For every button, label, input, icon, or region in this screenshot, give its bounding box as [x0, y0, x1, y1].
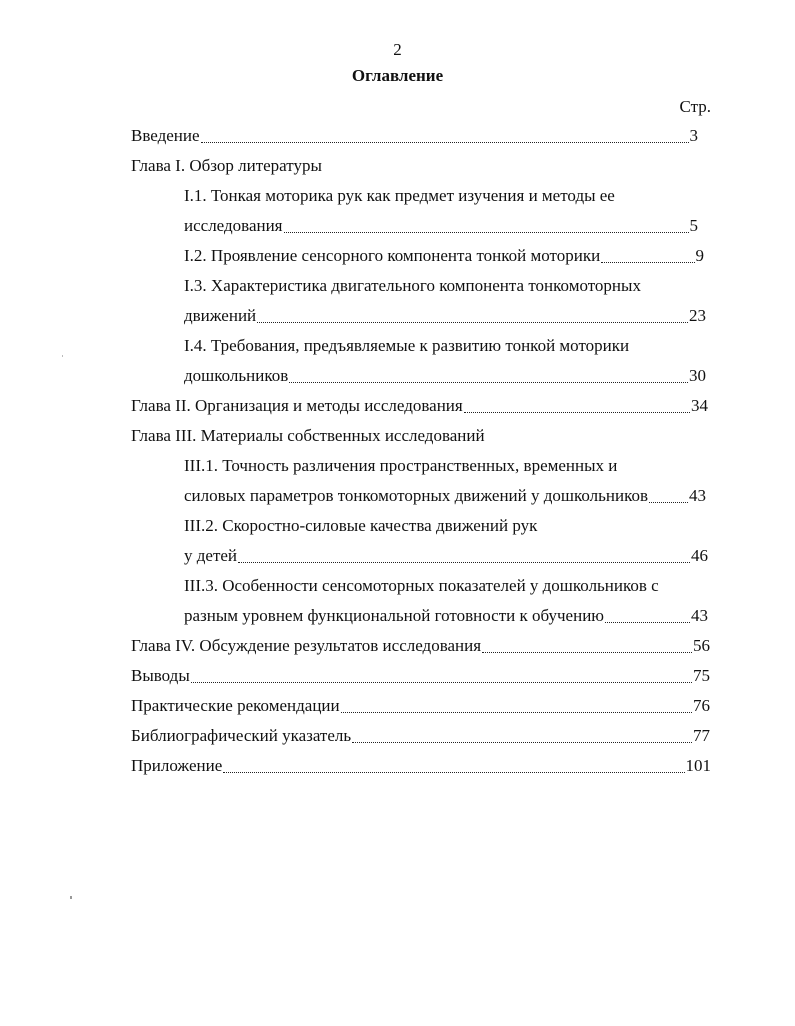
leader-dots [464, 392, 690, 413]
toc-entry-text[interactable]: Глава III. Материалы собственных исследований [131, 426, 485, 445]
toc-entry-text: Глава IV. Обсуждение результатов исследования [131, 636, 482, 655]
toc-entry-text: у детей [184, 546, 238, 565]
leader-dots [289, 362, 688, 383]
toc-entry[interactable] [131, 122, 698, 150]
toc-entry-page: 75 [693, 666, 710, 685]
toc-entry-text: силовых параметров тонкомоторных движений у дошкольников [184, 486, 649, 505]
toc-entry[interactable] [131, 752, 711, 780]
toc-entry-page: 3 [689, 126, 698, 145]
toc-entry[interactable] [184, 212, 698, 240]
toc-entry-text[interactable]: I.1. Тонкая моторика рук как предмет изучения и методы ее [184, 186, 615, 205]
page-number: 2 [393, 40, 402, 59]
toc-entry-text[interactable]: I.3. Характеристика двигательного компонента тонкомоторных [184, 276, 641, 295]
toc-entry-page: 5 [689, 216, 698, 235]
toc-entry-page: 101 [685, 756, 711, 775]
toc-entry-text[interactable]: III.3. Особенности сенсомоторных показателей у дошкольников с [184, 576, 659, 595]
toc-entry-text[interactable]: I.4. Требования, предъявляемые к развитию тонкой моторики [184, 336, 630, 355]
toc-entry-page: 9 [695, 246, 704, 265]
toc-entry[interactable] [184, 302, 706, 330]
toc-entry[interactable] [184, 242, 704, 270]
toc-entry-page: 56 [693, 636, 710, 655]
leader-dots [482, 632, 692, 653]
toc-entry[interactable] [131, 392, 708, 420]
toc-entry[interactable] [131, 692, 710, 720]
toc-entry-text[interactable]: Глава I. Обзор литературы [131, 156, 322, 175]
toc-entry-page: 34 [691, 396, 708, 415]
toc-entry[interactable] [184, 602, 708, 630]
page-title: Оглавление [351, 66, 444, 85]
toc-entry-text: Выводы [131, 666, 190, 685]
toc-entry[interactable] [184, 542, 708, 570]
leader-dots [601, 242, 694, 263]
toc-entry-text[interactable]: III.2. Скоростно-силовые качества движений рук [184, 516, 538, 535]
toc-entry[interactable] [184, 362, 706, 390]
leader-dots [649, 482, 688, 503]
toc-entry-text: Глава II. Организация и методы исследования [131, 396, 463, 415]
leader-dots [284, 212, 689, 233]
toc-entry-text: движений [184, 306, 257, 325]
toc-entry-page: 43 [691, 606, 708, 625]
leader-dots [605, 602, 690, 623]
toc-entry-page: 43 [689, 486, 706, 505]
toc-entry[interactable] [184, 482, 706, 510]
toc-entry-text: разным уровнем функциональной готовности к обучению [184, 606, 604, 625]
toc-entry-text: Приложение [131, 756, 223, 775]
toc-entry-text: исследования [184, 216, 283, 235]
toc-entry-page: 46 [691, 546, 708, 565]
toc-entry-text: Практические рекомендации [131, 696, 340, 715]
toc-entry-page: 76 [693, 696, 710, 715]
leader-dots [352, 722, 692, 743]
leader-dots [223, 752, 684, 773]
leader-dots [238, 542, 690, 563]
toc-entry-page: 77 [693, 726, 710, 745]
leader-dots [191, 662, 692, 683]
toc-entry-page: 23 [689, 306, 706, 325]
toc-entry-text: Введение [131, 126, 200, 145]
toc-entry[interactable] [131, 662, 710, 690]
leader-dots [341, 692, 692, 713]
toc-entry-text[interactable]: III.1. Точность различения пространственных, временных и [184, 456, 618, 475]
scan-speck [70, 896, 72, 899]
toc-entry[interactable] [131, 722, 710, 750]
toc-entry-page: 30 [689, 366, 706, 385]
toc-entry-text: дошкольников [184, 366, 289, 385]
page-column-label: Стр. [679, 97, 711, 116]
toc-entry[interactable] [131, 632, 710, 660]
leader-dots [257, 302, 688, 323]
toc-entry-text: I.2. Проявление сенсорного компонента тонкой моторики [184, 246, 601, 265]
leader-dots [201, 122, 689, 143]
scan-speck [62, 355, 63, 357]
toc-entry-text: Библиографический указатель [131, 726, 352, 745]
